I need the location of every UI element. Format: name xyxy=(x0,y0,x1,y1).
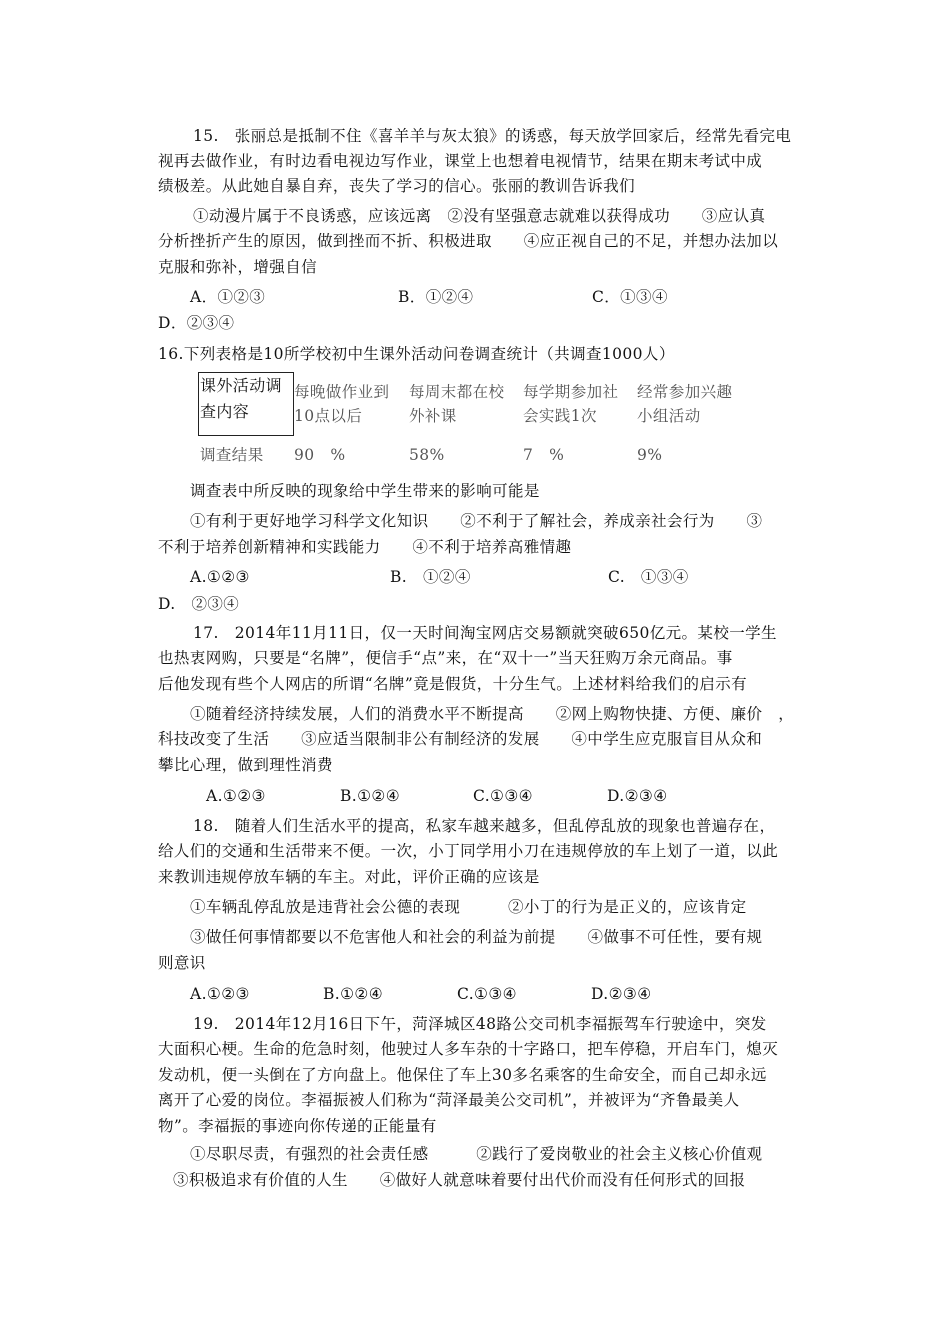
q15-stem-line-2: 视再去做作业，有时边看电视边写作业，课堂上也想着电视情节，结果在期末考试中成 xyxy=(158,152,763,170)
survey-col-2-line-2: 外补课 xyxy=(409,407,457,425)
survey-col-4-line-1: 经常参加兴趣 xyxy=(637,383,733,401)
survey-header-label-line-2: 查内容 xyxy=(200,402,250,421)
q16-statements-line-2: 不利于培养创新精神和实践能力 ④不利于培养高雅情趣 xyxy=(158,538,572,556)
q16-option-b: B. ①②④ xyxy=(390,568,471,586)
q16-option-a: A.①②③ xyxy=(190,568,250,586)
q16-question: 调查表中所反映的现象给中学生带来的影响可能是 xyxy=(190,482,540,500)
q15-option-d: D．②③④ xyxy=(158,314,235,332)
q18-option-a: A.①②③ xyxy=(190,985,250,1003)
survey-header-label-line-1: 课外活动调 xyxy=(200,376,283,395)
q17-stem-line-2: 也热衷网购，只要是“名牌”，便信手“点”来，在“双十一”当天狂购万余元商品。事 xyxy=(158,649,733,667)
q17-option-d: D.②③④ xyxy=(607,787,668,805)
q15-statements-line-3: 克服和弥补，增强自信 xyxy=(158,258,318,276)
q17-option-b: B.①②④ xyxy=(340,787,401,805)
survey-result-1: 90 % xyxy=(294,446,346,464)
survey-result-label: 调查结果 xyxy=(200,446,264,464)
survey-col-1-line-2: 10点以后 xyxy=(294,407,363,425)
q17-option-c: C.①③④ xyxy=(473,787,533,805)
survey-result-3: 7 % xyxy=(523,446,565,464)
q17-statements-line-3: 攀比心理，做到理性消费 xyxy=(158,756,333,774)
q17-stem-line-1: 17. 2014年11月11日，仅一天时间淘宝网店交易额就突破650亿元。某校一学生 xyxy=(193,624,777,642)
q17-option-a: A.①②③ xyxy=(206,787,266,805)
survey-col-3-line-1: 每学期参加社 xyxy=(523,383,619,401)
q18-statements-line-3: 则意识 xyxy=(158,954,206,972)
q18-stem-line-2: 给人们的交通和生活带来不便。一次，小丁同学用小刀在违规停放的车上划了一道，以此 xyxy=(158,842,779,860)
q19-statements-line-1: ①尽职尽责，有强烈的社会责任感 ②践行了爱岗敬业的社会主义核心价值观 xyxy=(190,1145,763,1163)
q19-stem-line-5: 物”。李福振的事迹向你传递的正能量有 xyxy=(158,1117,437,1135)
q16-option-d: D. ②③④ xyxy=(158,595,240,613)
q18-statements-line-2: ③做任何事情都要以不危害他人和社会的利益为前提 ④做事不可任性，要有规 xyxy=(190,928,763,946)
q19-stem-line-1: 19. 2014年12月16日下午，菏泽城区48路公交司机李福振驾车行驶途中，突发 xyxy=(193,1015,767,1033)
q18-statements-line-1: ①车辆乱停乱放是违背社会公德的表现 ②小丁的行为是正义的，应该肯定 xyxy=(190,898,747,916)
survey-table-header-cell xyxy=(198,372,294,436)
q17-stem-line-3: 后他发现有些个人网店的所谓“名牌”竟是假货，十分生气。上述材料给我们的启示有 xyxy=(158,675,748,693)
survey-col-1-line-1: 每晚做作业到 xyxy=(294,383,390,401)
q18-option-d: D.②③④ xyxy=(591,985,652,1003)
survey-result-2: 58% xyxy=(409,446,445,464)
q18-option-c: C.①③④ xyxy=(457,985,517,1003)
q16-stem: 16.下列表格是10所学校初中生课外活动问卷调查统计（共调查1000人） xyxy=(158,345,675,363)
q19-stem-line-4: 离开了心爱的岗位。李福振被人们称为“菏泽最美公交司机”，并被评为“齐鲁最美人 xyxy=(158,1091,740,1109)
q15-option-b: B．①②④ xyxy=(398,288,474,306)
survey-col-2-line-1: 每周末都在校 xyxy=(409,383,505,401)
q15-option-a: A．①②③ xyxy=(190,288,266,306)
q17-statements-line-1: ①随着经济持续发展，人们的消费水平不断提高 ②网上购物快捷、方便、廉价 ， xyxy=(190,705,795,723)
survey-col-3-line-2: 会实践1次 xyxy=(523,407,597,425)
q19-stem-line-2: 大面积心梗。生命的危急时刻，他驶过人多车杂的十字路口，把车停稳，开启车门，熄灭 xyxy=(158,1040,779,1058)
q18-stem-line-3: 来教训违规停放车辆的车主。对此，评价正确的应该是 xyxy=(158,868,540,886)
q15-stem-line-1: 15. 张丽总是抵制不住《喜羊羊与灰太狼》的诱惑，每天放学回家后，经常先看完电 xyxy=(193,127,792,145)
q15-statements-line-2: 分析挫折产生的原因，做到挫而不折、积极进取 ④应正视自己的不足，并想办法加以 xyxy=(158,232,779,250)
q19-stem-line-3: 发动机，便一头倒在了方向盘上。他保住了车上30多名乘客的生命安全，而自己却永远 xyxy=(158,1066,767,1084)
q17-statements-line-2: 科技改变了生活 ③应适当限制非公有制经济的发展 ④中学生应克服盲目从众和 xyxy=(158,730,763,748)
survey-result-4: 9% xyxy=(637,446,663,464)
q15-option-c: C．①③④ xyxy=(592,288,668,306)
q15-statements-line-1: ①动漫片属于不良诱惑，应该远离 ②没有坚强意志就难以获得成功 ③应认真 xyxy=(193,207,766,225)
q16-option-c: C. ①③④ xyxy=(608,568,689,586)
q19-statements-line-2: ③积极追求有价值的人生 ④做好人就意味着要付出代价而没有任何形式的回报 xyxy=(173,1171,746,1189)
q18-option-b: B.①②④ xyxy=(323,985,384,1003)
q16-statements-line-1: ①有利于更好地学习科学文化知识 ②不利于了解社会，养成亲社会行为 ③ xyxy=(190,512,763,530)
q15-stem-line-3: 绩极差。从此她自暴自弃，丧失了学习的信心。张丽的教训告诉我们 xyxy=(158,177,636,195)
q18-stem-line-1: 18. 随着人们生活水平的提高，私家车越来越多，但乱停乱放的现象也普遍存在， xyxy=(193,817,776,835)
survey-col-4-line-2: 小组活动 xyxy=(637,407,701,425)
